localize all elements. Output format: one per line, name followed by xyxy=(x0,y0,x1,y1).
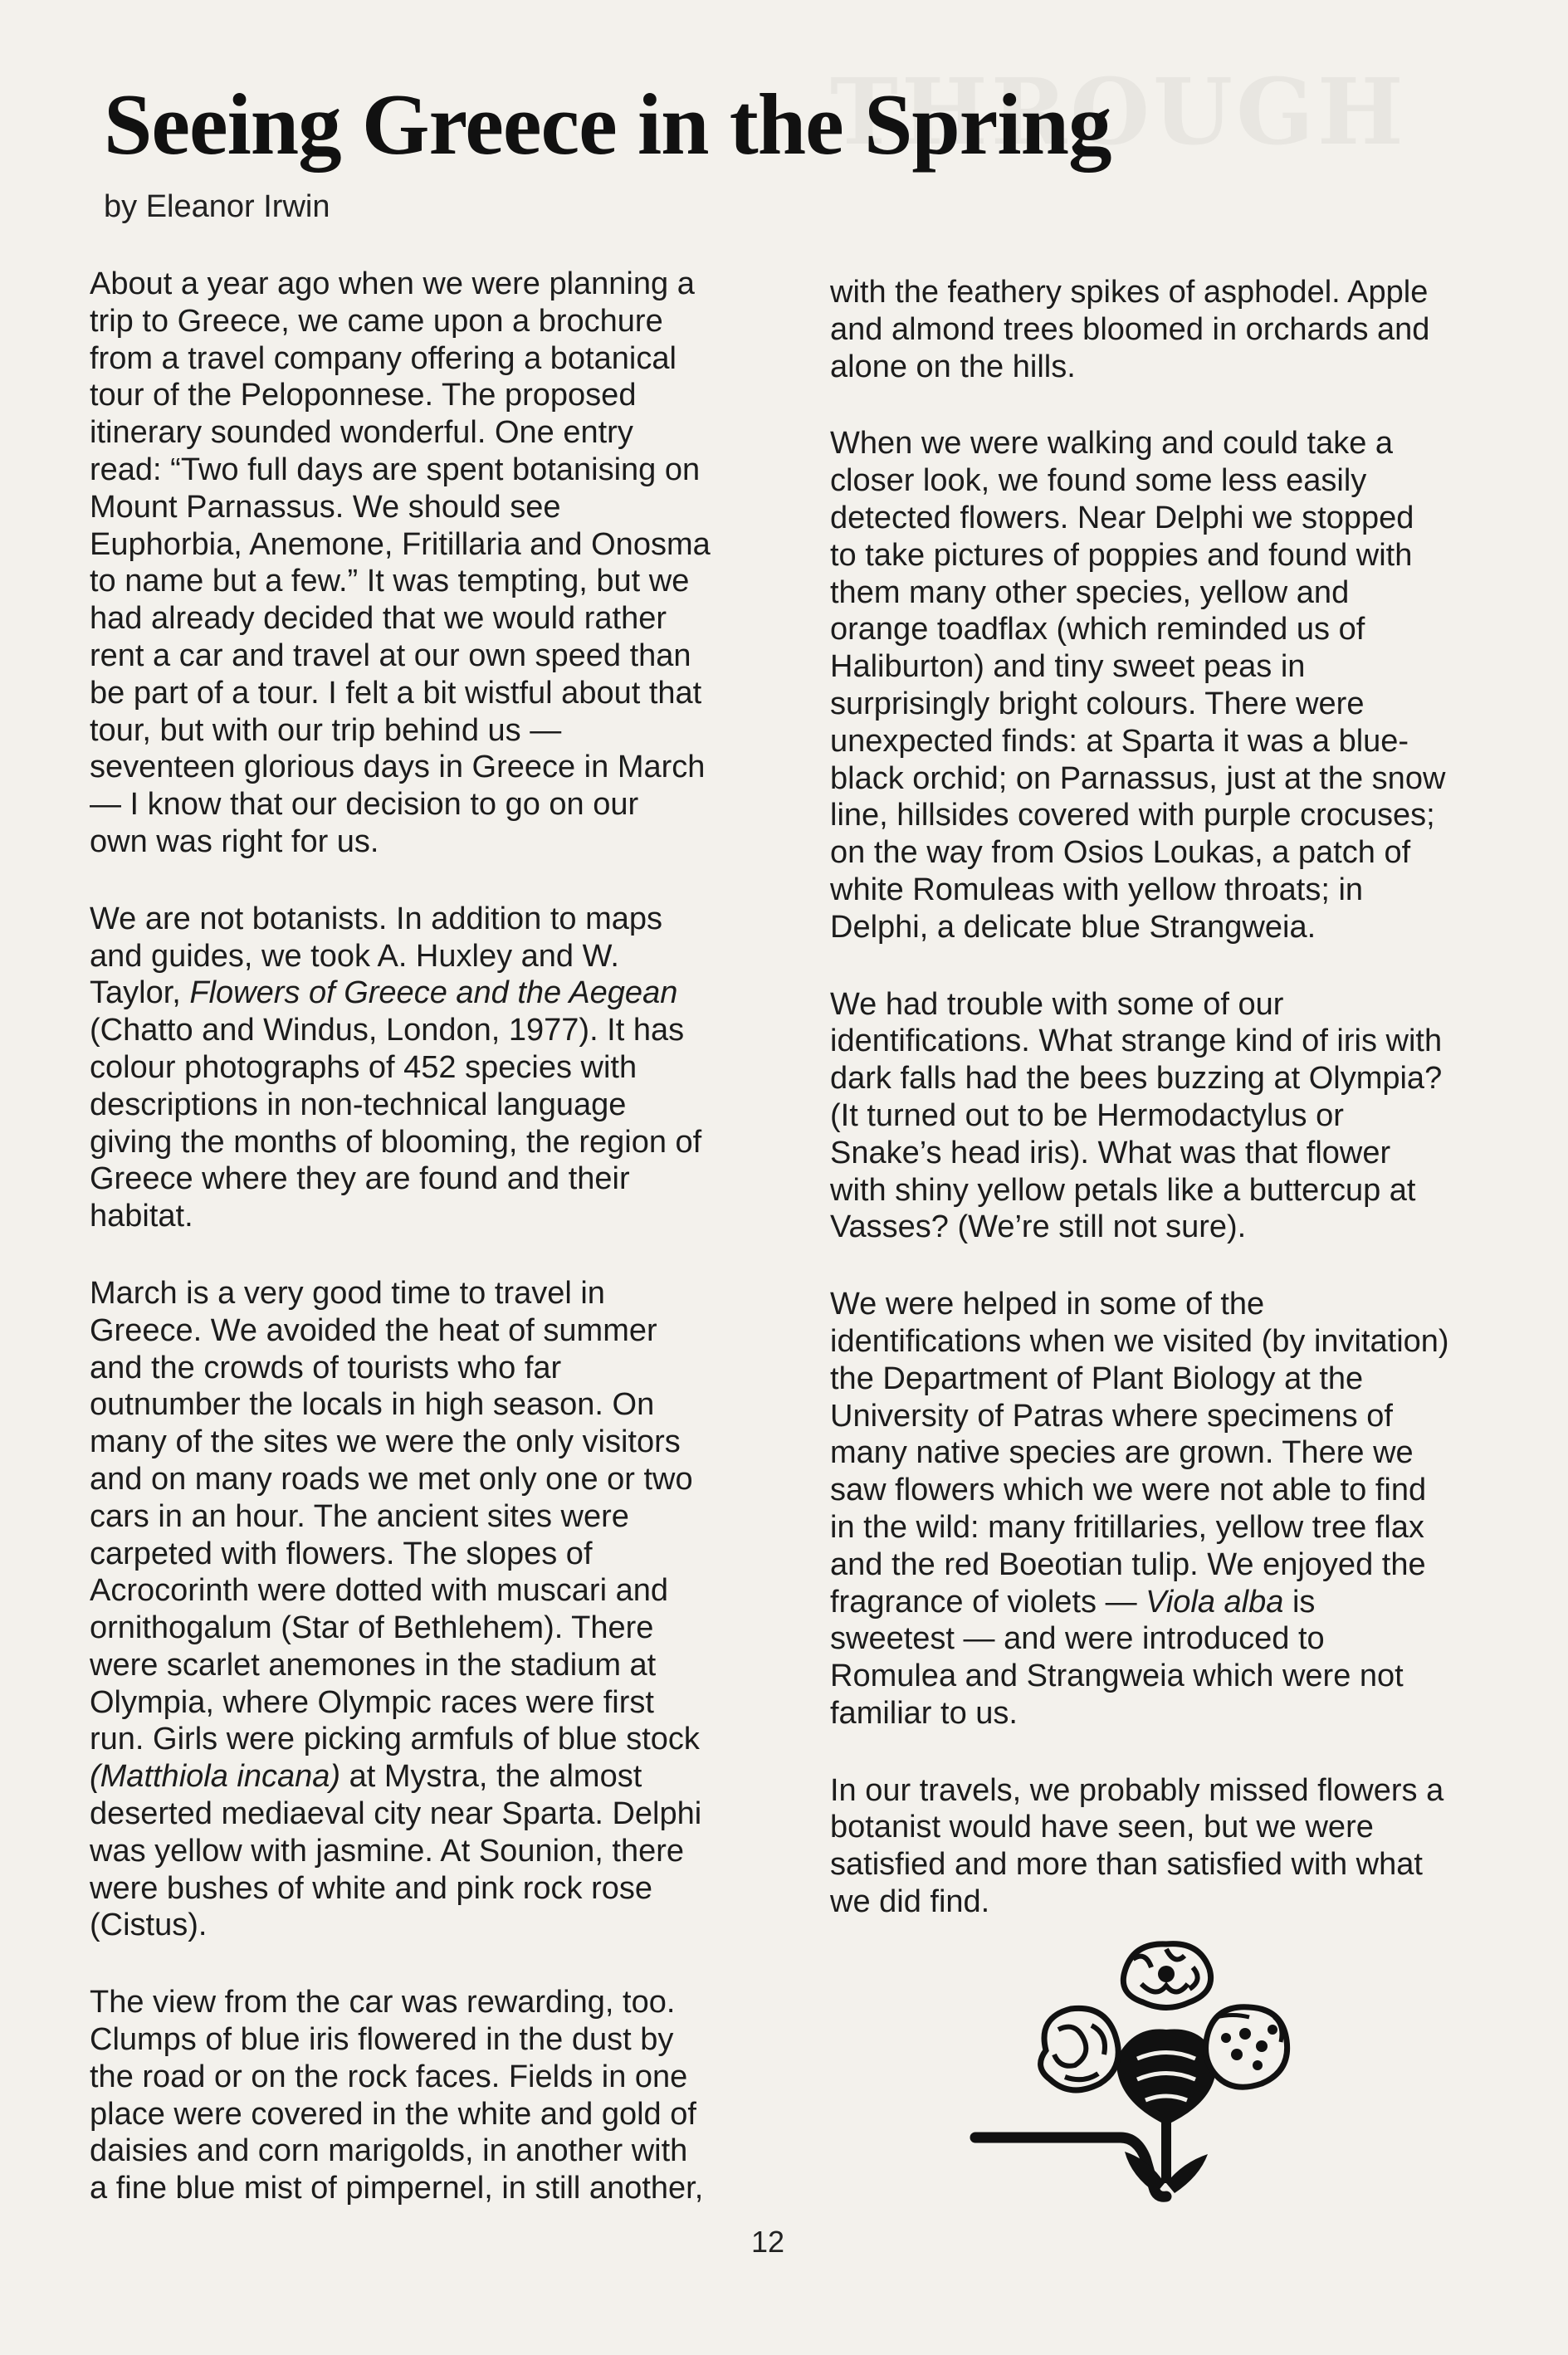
text-line: many native species are grown. There we xyxy=(830,1435,1414,1471)
text-line: Acrocorinth were dotted with muscari and xyxy=(90,1573,668,1609)
flower-illustration-icon xyxy=(967,1934,1332,2216)
text-line: University of Patras where specimens of xyxy=(830,1398,1393,1434)
text-line: unexpected finds: at Sparta it was a blue- xyxy=(830,723,1409,759)
text-line: descriptions in non-technical language xyxy=(90,1087,627,1122)
text-line: The view from the car was rewarding, too. xyxy=(90,1985,676,2020)
text-line: read: “Two full days are spent botanising on xyxy=(90,452,701,487)
text-line: rent a car and travel at our own speed than xyxy=(90,638,691,673)
text-line: black orchid; on Parnassus, just at the snow xyxy=(830,760,1446,796)
article-title: Seeing Greece in the Spring xyxy=(104,76,1111,173)
text-line: (Chatto and Windus, London, 1977). It has xyxy=(90,1013,685,1048)
text-line: place were covered in the white and gold of xyxy=(90,2096,696,2132)
text-line: to take pictures of poppies and found with xyxy=(830,537,1413,573)
text-line: cars in an hour. The ancient sites were xyxy=(90,1498,629,1534)
text-line: alone on the hills. xyxy=(830,349,1076,384)
text-line: In our travels, we probably missed flowers a xyxy=(830,1772,1444,1808)
text-line: was yellow with jasmine. At Sounion, there xyxy=(90,1833,685,1869)
text-line: own was right for us. xyxy=(90,823,379,859)
text-line: be part of a tour. I felt a bit wistful about that xyxy=(90,675,702,711)
text-line: saw flowers which we were not able to find xyxy=(830,1473,1427,1508)
text-line: We were helped in some of the xyxy=(830,1287,1265,1322)
text-line: (It turned out to be Hermodactylus or xyxy=(830,1097,1344,1133)
text-line: orange toadflax (which reminded us of xyxy=(830,612,1365,647)
text-line: Euphorbia, Anemone, Fritillaria and Onosma xyxy=(90,526,711,562)
text-line: them many other species, yellow and xyxy=(830,574,1350,610)
text-line: colour photographs of 452 species with xyxy=(90,1049,637,1085)
text-line: run. Girls were picking armfuls of blue stock xyxy=(90,1722,700,1757)
text-line: Vasses? (We’re still not sure). xyxy=(830,1209,1247,1245)
text-line: tour of the Peloponnese. The proposed xyxy=(90,378,637,413)
left-column-paragraph xyxy=(90,266,770,861)
text-line: seventeen glorious days in Greece in March xyxy=(90,750,706,785)
text-line: daisies and corn marigolds, in another with xyxy=(90,2133,688,2169)
text-line: closer look, we found some less easily xyxy=(830,463,1367,499)
text-line: sweetest — and were introduced to xyxy=(830,1621,1325,1657)
text-line: Greece. We avoided the heat of summer xyxy=(90,1312,657,1348)
right-column-paragraph xyxy=(830,274,1494,385)
text-line: surprisingly bright colours. There were xyxy=(830,686,1365,721)
text-line: March is a very good time to travel in xyxy=(90,1275,605,1311)
text-line: line, hillsides covered with purple crocuses; xyxy=(830,798,1435,833)
right-column-paragraph xyxy=(830,1286,1494,1732)
right-column xyxy=(830,274,1494,1961)
text-line: Delphi, a delicate blue Strangweia. xyxy=(830,909,1316,945)
text-line: and guides, we took A. Huxley and W. xyxy=(90,938,619,974)
text-line: were scarlet anemones in the stadium at xyxy=(90,1647,657,1683)
text-line: and the red Boeotian tulip. We enjoyed the xyxy=(830,1546,1426,1582)
text-line: Olympia, where Olympic races were first xyxy=(90,1684,654,1720)
text-line: (Matthiola incana) at Mystra, the almost xyxy=(90,1759,642,1795)
text-line: a fine blue mist of pimpernel, in still another, xyxy=(90,2171,704,2206)
text-line: Greece where they are found and their xyxy=(90,1161,630,1197)
text-line: familiar to us. xyxy=(830,1695,1018,1731)
text-line: with shiny yellow petals like a buttercup at xyxy=(830,1172,1416,1208)
text-line: Romulea and Strangweia which were not xyxy=(830,1659,1404,1694)
text-line: Taylor, Flowers of Greece and the Aegean xyxy=(90,975,678,1011)
text-line: were bushes of white and pink rock rose xyxy=(90,1870,653,1906)
text-line: Haliburton) and tiny sweet peas in xyxy=(830,649,1306,685)
text-line: on the way from Osios Loukas, a patch of xyxy=(830,835,1411,871)
text-line: many of the sites we were the only visitors xyxy=(90,1424,681,1460)
right-column-paragraph xyxy=(830,425,1494,945)
text-line: detected flowers. Near Delphi we stopped xyxy=(830,500,1414,535)
text-line: from a travel company offering a botanical xyxy=(90,340,677,376)
text-line: white Romuleas with yellow throats; in xyxy=(830,872,1364,907)
text-line: — I know that our decision to go on our xyxy=(90,787,639,823)
left-column-paragraph xyxy=(90,1984,770,2207)
text-line: identifications. What strange kind of iris with xyxy=(830,1024,1443,1059)
text-line: Clumps of blue iris flowered in the dust by xyxy=(90,2022,674,2058)
text-line: in the wild: many fritillaries, yellow tree flax xyxy=(830,1509,1424,1545)
text-line: botanist would have seen, but we were xyxy=(830,1810,1374,1845)
text-line: (Cistus). xyxy=(90,1908,208,1943)
text-line: habitat. xyxy=(90,1199,193,1234)
text-line: and almond trees bloomed in orchards and xyxy=(830,311,1430,347)
text-line: ornithogalum (Star of Bethlehem). There xyxy=(90,1610,654,1646)
text-line: When we were walking and could take a xyxy=(830,426,1394,462)
text-line: Snake’s head iris). What was that flower xyxy=(830,1135,1391,1170)
text-line: satisfied and more than satisfied with what xyxy=(830,1847,1423,1883)
left-column xyxy=(90,266,770,2247)
text-line: the Department of Plant Biology at the xyxy=(830,1361,1364,1396)
text-line: outnumber the locals in high season. On xyxy=(90,1387,655,1423)
text-line: trip to Greece, we came upon a brochure xyxy=(90,303,663,339)
text-line: and on many roads we met only one or two xyxy=(90,1461,693,1497)
text-line: to name but a few.” It was tempting, but we xyxy=(90,564,690,599)
text-line: We had trouble with some of our xyxy=(830,986,1284,1022)
text-line: giving the months of blooming, the region of xyxy=(90,1124,702,1160)
text-line: with the feathery spikes of asphodel. Apple xyxy=(830,275,1429,310)
text-line: dark falls had the bees buzzing at Olympia? xyxy=(830,1061,1443,1097)
text-line: fragrance of violets — Viola alba is xyxy=(830,1584,1316,1620)
text-line: had already decided that we would rather xyxy=(90,601,667,637)
text-line: carpeted with flowers. The slopes of xyxy=(90,1536,593,1571)
left-column-paragraph xyxy=(90,1275,770,1944)
text-line: identifications when we visited (by invitation) xyxy=(830,1323,1449,1359)
text-line: the road or on the rock faces. Fields in one xyxy=(90,2059,688,2094)
article-byline: by Eleanor Irwin xyxy=(104,189,330,224)
text-line: Mount Parnassus. We should see xyxy=(90,489,561,525)
text-line: tour, but with our trip behind us — xyxy=(90,712,562,748)
right-column-paragraph xyxy=(830,986,1494,1247)
left-column-paragraph xyxy=(90,901,770,1235)
text-line: About a year ago when we were planning a xyxy=(90,266,695,301)
text-line: deserted mediaeval city near Sparta. Delphi xyxy=(90,1796,702,1832)
text-line: We are not botanists. In addition to maps xyxy=(90,901,663,936)
page-number: 12 xyxy=(751,2225,785,2259)
text-line: and the crowds of tourists who far xyxy=(90,1350,562,1385)
text-line: itinerary sounded wonderful. One entry xyxy=(90,415,633,451)
right-column-paragraph xyxy=(830,1772,1494,1921)
text-line: we did find. xyxy=(830,1884,990,1920)
